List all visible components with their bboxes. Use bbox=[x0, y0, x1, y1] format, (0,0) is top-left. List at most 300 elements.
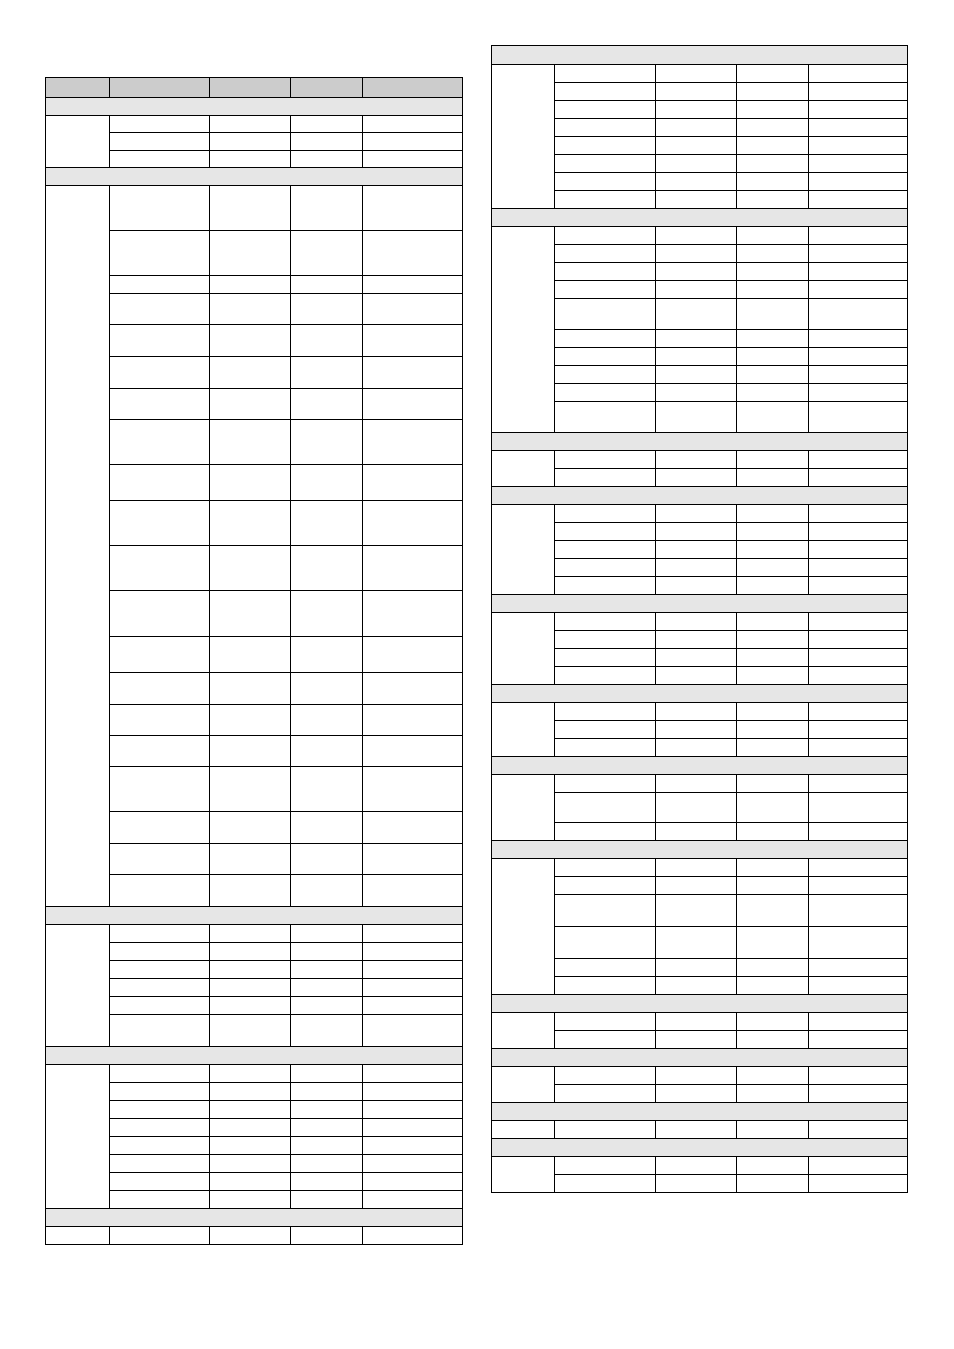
section-header-row bbox=[46, 907, 463, 925]
table-cell bbox=[809, 541, 908, 559]
table-cell bbox=[555, 721, 656, 739]
table-row bbox=[492, 739, 908, 757]
table-cell bbox=[110, 1119, 210, 1137]
table-row bbox=[492, 775, 908, 793]
table-cell bbox=[555, 823, 656, 841]
table-cell bbox=[363, 844, 463, 875]
section-header-cell bbox=[492, 433, 908, 451]
table-cell bbox=[210, 1227, 291, 1245]
table-cell bbox=[363, 1083, 463, 1101]
table-cell bbox=[737, 541, 809, 559]
table-cell bbox=[210, 325, 291, 357]
table-cell bbox=[737, 739, 809, 757]
table-cell bbox=[737, 523, 809, 541]
table-cell bbox=[210, 591, 291, 637]
section-header-cell bbox=[492, 487, 908, 505]
table-cell bbox=[291, 1015, 363, 1047]
table-cell bbox=[737, 1157, 809, 1175]
table-cell bbox=[555, 299, 656, 330]
table-cell bbox=[656, 263, 737, 281]
table-cell bbox=[110, 186, 210, 231]
table-row bbox=[492, 1067, 908, 1085]
table-cell bbox=[656, 65, 737, 83]
table-cell bbox=[110, 1101, 210, 1119]
table-row bbox=[46, 116, 463, 133]
table-cell bbox=[555, 384, 656, 402]
left-table-container bbox=[45, 77, 462, 1245]
table-cell bbox=[737, 959, 809, 977]
table-cell bbox=[737, 384, 809, 402]
table-cell bbox=[210, 767, 291, 812]
table-cell bbox=[809, 877, 908, 895]
table-cell bbox=[110, 961, 210, 979]
table-cell bbox=[555, 1121, 656, 1139]
table-cell bbox=[291, 591, 363, 637]
table-cell bbox=[656, 775, 737, 793]
table-cell bbox=[656, 895, 737, 927]
table-cell bbox=[737, 119, 809, 137]
section-header-cell bbox=[492, 1049, 908, 1067]
table-cell bbox=[656, 137, 737, 155]
table-cell bbox=[210, 186, 291, 231]
table-cell bbox=[363, 465, 463, 501]
table-cell bbox=[809, 101, 908, 119]
table-cell bbox=[363, 673, 463, 705]
table-header-row bbox=[46, 78, 463, 98]
table-cell bbox=[656, 613, 737, 631]
table-cell bbox=[737, 703, 809, 721]
table-row bbox=[492, 1031, 908, 1049]
table-cell bbox=[737, 793, 809, 823]
table-cell bbox=[363, 1173, 463, 1191]
table-cell bbox=[656, 281, 737, 299]
table-row bbox=[492, 927, 908, 959]
table-row bbox=[492, 330, 908, 348]
table-cell bbox=[291, 943, 363, 961]
table-cell bbox=[555, 859, 656, 877]
table-cell bbox=[291, 276, 363, 294]
group-label-cell bbox=[492, 1067, 555, 1103]
group-label-cell bbox=[492, 775, 555, 841]
table-cell bbox=[656, 227, 737, 245]
table-cell bbox=[210, 1173, 291, 1191]
table-cell bbox=[656, 505, 737, 523]
table-row bbox=[492, 281, 908, 299]
table-cell bbox=[737, 245, 809, 263]
table-cell bbox=[291, 637, 363, 673]
table-cell bbox=[363, 294, 463, 325]
table-cell bbox=[291, 705, 363, 736]
table-cell bbox=[809, 366, 908, 384]
table-cell bbox=[737, 83, 809, 101]
table-cell bbox=[210, 501, 291, 546]
table-cell bbox=[809, 1157, 908, 1175]
table-cell bbox=[656, 721, 737, 739]
table-cell bbox=[291, 1191, 363, 1209]
table-cell bbox=[110, 637, 210, 673]
table-cell bbox=[656, 299, 737, 330]
table-cell bbox=[363, 546, 463, 591]
table-cell bbox=[210, 925, 291, 943]
table-cell bbox=[555, 137, 656, 155]
table-row bbox=[492, 469, 908, 487]
table-row bbox=[492, 703, 908, 721]
table-cell bbox=[291, 1155, 363, 1173]
table-cell bbox=[291, 961, 363, 979]
section-header-row bbox=[492, 841, 908, 859]
section-header-row bbox=[46, 1209, 463, 1227]
table-cell bbox=[809, 65, 908, 83]
table-cell bbox=[809, 402, 908, 433]
table-cell bbox=[555, 523, 656, 541]
table-cell bbox=[737, 366, 809, 384]
table-cell bbox=[555, 263, 656, 281]
table-cell bbox=[210, 294, 291, 325]
table-cell bbox=[555, 959, 656, 977]
table-cell bbox=[656, 823, 737, 841]
table-cell bbox=[656, 191, 737, 209]
table-cell bbox=[555, 245, 656, 263]
table-cell bbox=[291, 736, 363, 767]
table-cell bbox=[809, 927, 908, 959]
table-row bbox=[492, 649, 908, 667]
table-cell bbox=[363, 1065, 463, 1083]
table-cell bbox=[110, 875, 210, 907]
table-cell bbox=[656, 577, 737, 595]
table-row bbox=[492, 299, 908, 330]
group-label-cell bbox=[46, 1065, 110, 1209]
table-cell bbox=[737, 1121, 809, 1139]
table-cell bbox=[110, 116, 210, 133]
table-row bbox=[492, 137, 908, 155]
table-cell bbox=[809, 631, 908, 649]
table-cell bbox=[656, 523, 737, 541]
table-cell bbox=[210, 133, 291, 151]
table-cell bbox=[737, 299, 809, 330]
table-cell bbox=[210, 116, 291, 133]
group-label-cell bbox=[492, 451, 555, 487]
section-header-cell bbox=[492, 1139, 908, 1157]
table-cell bbox=[809, 613, 908, 631]
table-row bbox=[492, 1157, 908, 1175]
table-cell bbox=[363, 133, 463, 151]
table-cell bbox=[363, 979, 463, 997]
table-cell bbox=[555, 281, 656, 299]
table-cell bbox=[210, 1119, 291, 1137]
table-cell bbox=[809, 559, 908, 577]
table-cell bbox=[291, 465, 363, 501]
table-row bbox=[46, 186, 463, 231]
table-cell bbox=[363, 151, 463, 168]
table-row bbox=[492, 366, 908, 384]
table-row bbox=[46, 925, 463, 943]
table-cell bbox=[363, 1101, 463, 1119]
table-cell bbox=[656, 877, 737, 895]
table-cell bbox=[809, 667, 908, 685]
top-bar-row bbox=[492, 46, 908, 65]
table-row bbox=[492, 541, 908, 559]
table-cell bbox=[656, 1175, 737, 1193]
table-cell bbox=[555, 977, 656, 995]
table-cell bbox=[555, 330, 656, 348]
section-header-row bbox=[492, 595, 908, 613]
table-cell bbox=[110, 844, 210, 875]
table-cell bbox=[809, 1175, 908, 1193]
table-cell bbox=[737, 927, 809, 959]
table-cell bbox=[809, 1067, 908, 1085]
table-cell bbox=[210, 637, 291, 673]
table-cell bbox=[656, 1031, 737, 1049]
table-row bbox=[492, 877, 908, 895]
group-label-cell bbox=[492, 1121, 555, 1139]
table-row bbox=[492, 977, 908, 995]
table-row bbox=[492, 191, 908, 209]
table-cell bbox=[210, 546, 291, 591]
table-cell bbox=[555, 227, 656, 245]
table-cell bbox=[110, 465, 210, 501]
table-cell bbox=[110, 943, 210, 961]
table-cell bbox=[737, 101, 809, 119]
table-cell bbox=[809, 384, 908, 402]
table-cell bbox=[555, 402, 656, 433]
table-cell bbox=[363, 1119, 463, 1137]
table-cell bbox=[291, 1227, 363, 1245]
table-row bbox=[46, 1227, 463, 1245]
table-cell bbox=[363, 705, 463, 736]
table-row bbox=[492, 577, 908, 595]
table-cell bbox=[809, 330, 908, 348]
table-cell bbox=[110, 1191, 210, 1209]
table-cell bbox=[363, 736, 463, 767]
table-cell bbox=[363, 116, 463, 133]
table-row bbox=[492, 859, 908, 877]
table-cell bbox=[809, 469, 908, 487]
section-header-cell bbox=[492, 595, 908, 613]
table-cell bbox=[737, 823, 809, 841]
table-cell bbox=[809, 649, 908, 667]
table-cell bbox=[555, 155, 656, 173]
table-cell bbox=[210, 673, 291, 705]
table-cell bbox=[110, 1155, 210, 1173]
table-row bbox=[492, 155, 908, 173]
group-label-cell bbox=[492, 227, 555, 433]
table-cell bbox=[110, 767, 210, 812]
table-cell bbox=[291, 1173, 363, 1191]
table-cell bbox=[210, 961, 291, 979]
table-cell bbox=[555, 101, 656, 119]
table-cell bbox=[737, 667, 809, 685]
section-header-cell bbox=[492, 995, 908, 1013]
table-cell bbox=[291, 546, 363, 591]
table-cell bbox=[363, 767, 463, 812]
table-cell bbox=[555, 793, 656, 823]
column-header bbox=[363, 78, 463, 98]
table-cell bbox=[809, 977, 908, 995]
section-header-cell bbox=[46, 907, 463, 925]
section-header-row bbox=[492, 1049, 908, 1067]
table-cell bbox=[809, 227, 908, 245]
table-cell bbox=[110, 812, 210, 844]
table-cell bbox=[809, 451, 908, 469]
table-cell bbox=[363, 1137, 463, 1155]
table-cell bbox=[555, 119, 656, 137]
table-cell bbox=[737, 977, 809, 995]
table-cell bbox=[210, 357, 291, 389]
table-cell bbox=[363, 925, 463, 943]
table-cell bbox=[656, 1121, 737, 1139]
table-cell bbox=[210, 1155, 291, 1173]
table-cell bbox=[555, 348, 656, 366]
table-cell bbox=[110, 325, 210, 357]
table-cell bbox=[210, 1083, 291, 1101]
table-cell bbox=[555, 1067, 656, 1085]
section-header-cell bbox=[46, 1047, 463, 1065]
group-label-cell bbox=[46, 925, 110, 1047]
table-cell bbox=[210, 151, 291, 168]
table-cell bbox=[363, 389, 463, 420]
table-row bbox=[492, 101, 908, 119]
table-cell bbox=[363, 231, 463, 276]
table-row bbox=[492, 667, 908, 685]
table-row bbox=[492, 119, 908, 137]
table-cell bbox=[809, 83, 908, 101]
table-cell bbox=[110, 925, 210, 943]
table-cell bbox=[656, 1013, 737, 1031]
table-row bbox=[492, 613, 908, 631]
table-cell bbox=[291, 501, 363, 546]
group-label-cell bbox=[492, 1157, 555, 1193]
table-cell bbox=[737, 649, 809, 667]
table-cell bbox=[555, 65, 656, 83]
table-cell bbox=[809, 859, 908, 877]
table-cell bbox=[737, 721, 809, 739]
table-cell bbox=[110, 151, 210, 168]
table-cell bbox=[656, 977, 737, 995]
table-cell bbox=[737, 263, 809, 281]
table-cell bbox=[291, 151, 363, 168]
table-cell bbox=[656, 559, 737, 577]
table-cell bbox=[363, 276, 463, 294]
table-cell bbox=[291, 420, 363, 465]
table-cell bbox=[291, 294, 363, 325]
table-cell bbox=[210, 736, 291, 767]
table-cell bbox=[737, 1175, 809, 1193]
section-header-row bbox=[492, 1139, 908, 1157]
table-cell bbox=[737, 137, 809, 155]
table-cell bbox=[809, 299, 908, 330]
table-cell bbox=[110, 705, 210, 736]
table-cell bbox=[210, 979, 291, 997]
table-cell bbox=[210, 1015, 291, 1047]
table-cell bbox=[110, 420, 210, 465]
table-cell bbox=[737, 173, 809, 191]
section-header-row bbox=[492, 685, 908, 703]
table-cell bbox=[656, 83, 737, 101]
table-cell bbox=[363, 357, 463, 389]
table-cell bbox=[555, 1157, 656, 1175]
table-cell bbox=[656, 667, 737, 685]
table-cell bbox=[210, 1101, 291, 1119]
table-row bbox=[492, 505, 908, 523]
table-cell bbox=[555, 1085, 656, 1103]
group-label-cell bbox=[492, 505, 555, 595]
table-cell bbox=[363, 186, 463, 231]
table-row bbox=[492, 173, 908, 191]
table-row bbox=[492, 384, 908, 402]
table-cell bbox=[809, 281, 908, 299]
table-cell bbox=[737, 559, 809, 577]
table-cell bbox=[809, 523, 908, 541]
table-cell bbox=[110, 546, 210, 591]
table-cell bbox=[555, 667, 656, 685]
table-row bbox=[492, 895, 908, 927]
column-header bbox=[291, 78, 363, 98]
table-row bbox=[492, 65, 908, 83]
table-cell bbox=[291, 1083, 363, 1101]
section-header-row bbox=[492, 1103, 908, 1121]
table-row bbox=[492, 721, 908, 739]
table-row bbox=[492, 523, 908, 541]
table-cell bbox=[737, 775, 809, 793]
table-cell bbox=[809, 895, 908, 927]
table-cell bbox=[656, 402, 737, 433]
table-cell bbox=[809, 137, 908, 155]
table-row bbox=[492, 348, 908, 366]
table-cell bbox=[110, 357, 210, 389]
section-header-row bbox=[46, 168, 463, 186]
table-row bbox=[46, 1065, 463, 1083]
table-cell bbox=[291, 1137, 363, 1155]
section-header-cell bbox=[492, 209, 908, 227]
table-cell bbox=[656, 451, 737, 469]
table-cell bbox=[291, 1101, 363, 1119]
table-row bbox=[492, 959, 908, 977]
table-cell bbox=[737, 402, 809, 433]
table-cell bbox=[809, 505, 908, 523]
section-header-cell bbox=[492, 685, 908, 703]
table-row bbox=[492, 1013, 908, 1031]
table-cell bbox=[656, 703, 737, 721]
table-cell bbox=[555, 613, 656, 631]
table-cell bbox=[555, 895, 656, 927]
section-header-row bbox=[46, 98, 463, 116]
table-cell bbox=[555, 191, 656, 209]
table-cell bbox=[210, 1191, 291, 1209]
table-cell bbox=[809, 1085, 908, 1103]
table-cell bbox=[210, 1137, 291, 1155]
table-cell bbox=[737, 877, 809, 895]
section-header-cell bbox=[492, 757, 908, 775]
table-cell bbox=[363, 961, 463, 979]
table-cell bbox=[737, 895, 809, 927]
table-row bbox=[492, 83, 908, 101]
table-cell bbox=[555, 469, 656, 487]
table-cell bbox=[656, 173, 737, 191]
table-cell bbox=[656, 330, 737, 348]
table-cell bbox=[737, 859, 809, 877]
table-cell bbox=[555, 1013, 656, 1031]
table-cell bbox=[110, 979, 210, 997]
table-cell bbox=[737, 1013, 809, 1031]
table-cell bbox=[737, 1085, 809, 1103]
table-row bbox=[492, 1175, 908, 1193]
table-cell bbox=[555, 877, 656, 895]
table-row bbox=[492, 1121, 908, 1139]
table-cell bbox=[555, 1175, 656, 1193]
table-cell bbox=[737, 451, 809, 469]
table-cell bbox=[210, 389, 291, 420]
table-cell bbox=[656, 101, 737, 119]
